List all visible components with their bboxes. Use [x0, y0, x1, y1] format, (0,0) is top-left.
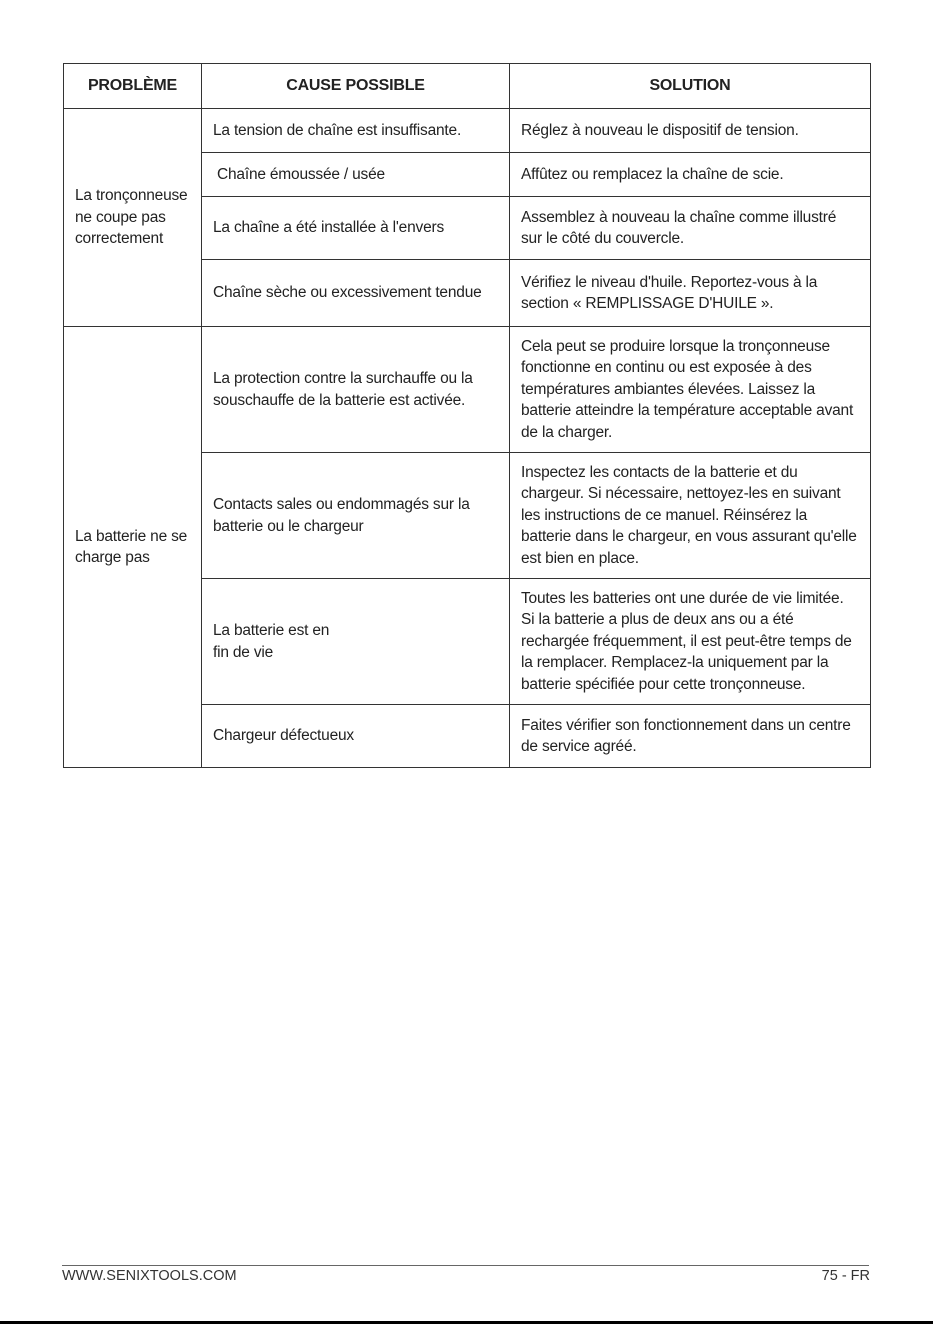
cause-cell: Chaîne émoussée / usée — [202, 153, 510, 197]
table-header-row — [64, 64, 871, 109]
cause-cell: La protection contre la surchauffe ou la souschauffe de la batterie est activée. — [202, 327, 510, 453]
footer-divider — [62, 1265, 869, 1266]
solution-cell: Faites vérifier son fonctionnement dans un centre de service agréé. — [510, 705, 871, 768]
header-problem: PROBLÈME — [64, 64, 202, 109]
header-solution: SOLUTION — [510, 64, 871, 109]
cause-cell: La tension de chaîne est insuffisante. — [202, 109, 510, 153]
solution-cell: Réglez à nouveau le dispositif de tension. — [510, 109, 871, 153]
table-row — [64, 327, 871, 453]
troubleshooting-table — [63, 63, 871, 768]
solution-cell: Cela peut se produire lorsque la tronçonneuse fonctionne en continu ou est exposée à des températures ambiantes élevées. Laissez la batterie atteindre la température acceptable avant de la charger. — [510, 327, 871, 453]
cause-cell: Chaîne sèche ou excessivement tendue — [202, 260, 510, 327]
solution-cell: Vérifiez le niveau d'huile. Reportez-vous à la section « REMPLISSAGE D'HUILE ». — [510, 260, 871, 327]
solution-cell: Assemblez à nouveau la chaîne comme illustré sur le côté du couvercle. — [510, 197, 871, 260]
table-row — [64, 109, 871, 153]
problem-cell: La batterie ne se charge pas — [64, 327, 202, 768]
footer-website: WWW.SENIXTOOLS.COM — [62, 1268, 237, 1284]
solution-cell: Toutes les batteries ont une durée de vie limitée. Si la batterie a plus de deux ans ou a été rechargée fréquemment, il est peut-être temps de la remplacer. Remplacez-la uniquement par la batterie spécifiée pour cette tronçonneuse. — [510, 579, 871, 705]
solution-cell: Affûtez ou remplacez la chaîne de scie. — [510, 153, 871, 197]
solution-cell: Inspectez les contacts de la batterie et du chargeur. Si nécessaire, nettoyez-les en suivant les instructions de ce manuel. Réinsérez la batterie dans le chargeur, en vous assurant qu'elle est bien en place. — [510, 453, 871, 579]
cause-cell: Chargeur défectueux — [202, 705, 510, 768]
footer-page-number: 75 - FR — [821, 1268, 870, 1284]
cause-cell: La chaîne a été installée à l'envers — [202, 197, 510, 260]
problem-cell: La tronçonneuse ne coupe pas correctement — [64, 109, 202, 327]
cause-cell: Contacts sales ou endommagés sur la batterie ou le chargeur — [202, 453, 510, 579]
cause-cell: La batterie est en fin de vie — [202, 579, 510, 705]
header-cause: CAUSE POSSIBLE — [202, 64, 510, 109]
